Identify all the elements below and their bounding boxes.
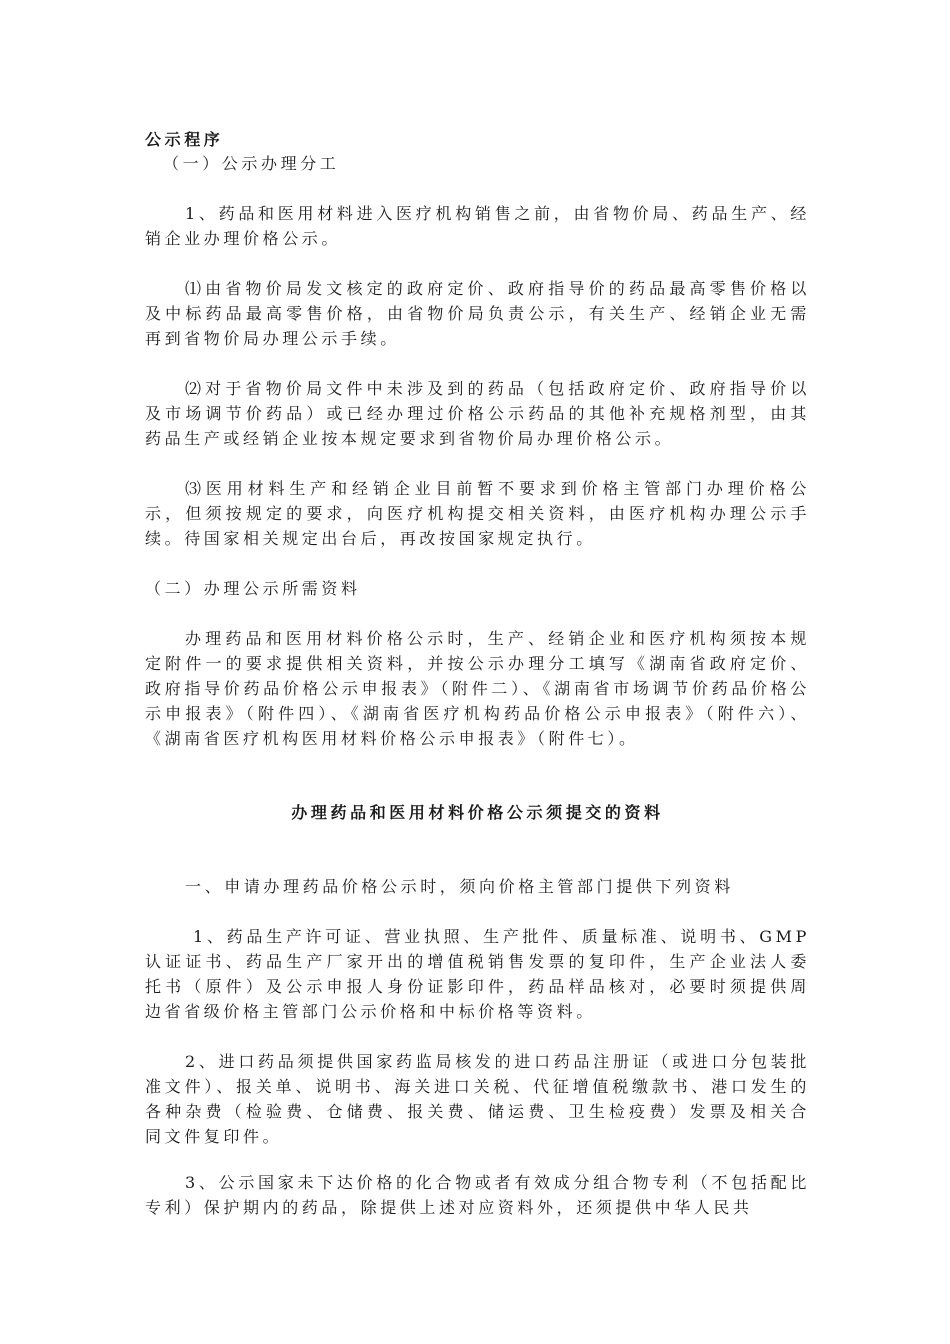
paragraph-3: ⑵对于省物价局文件中未涉及到的药品（包括政府定价、政府指导价以及市场调节价药品）或已经办理过价格公示药品的其他补充规格剂型，由其药品生产或经销企业按本规定要求到省物价局办理价格公示。 — [145, 379, 810, 448]
paragraph-4: ⑶医用材料生产和经销企业目前暂不要求到价格主管部门办理价格公示，但须按规定的要求，向医疗机构提交相关资料，由医疗机构办理公示手续。待国家相关规定出台后，再改按国家规定执行。 — [145, 479, 810, 548]
paragraph-7: 2、进口药品须提供国家药监局核发的进口药品注册证（或进口分包装批准文件）、报关单、说明书、海关进口关税、代征增值税缴款书、港口发生的各种杂费（检验费、仓储费、报关费、储运费、卫生检疫费）发票及相关合同文件复印件。 — [145, 1052, 810, 1146]
subsection-heading-1: （一）公示办理分工 — [163, 154, 340, 173]
paragraph-5: 办理药品和医用材料价格公示时，生产、经销企业和医疗机构须按本规定附件一的要求提供相关资料，并按公示办理分工填写《湖南省政府定价、政府指导价药品价格公示申报表》（附件二）、《湖南省市场调节价药品价格公示申报表》（附件四）、《湖南省医疗机构药品价格公示申报表》（附件六）、《湖南省医疗机构医用材料价格公示申报表》（附件七）。 — [145, 629, 810, 748]
paragraph-8: 3、公示国家未下达价格的化合物或者有效成分组合物专利（不包括配比专利）保护期内的药品，除提供上述对应资料外，还须提供中华人民共 — [145, 1173, 810, 1217]
paragraph-2: ⑴由省物价局发文核定的政府定价、政府指导价的药品最高零售价格以及中标药品最高零售价格，由省物价局负责公示，有关生产、经销企业无需再到省物价局办理公示手续。 — [145, 279, 810, 348]
item-heading-1: 一、申请办理药品价格公示时，须向价格主管部门提供下列资料 — [185, 877, 734, 896]
subsection-heading-2: （二）办理公示所需资料 — [145, 579, 361, 598]
centered-title: 办理药品和医用材料价格公示须提交的资料 — [291, 803, 664, 822]
paragraph-1: 1、药品和医用材料进入医疗机构销售之前，由省物价局、药品生产、经销企业办理价格公示。 — [145, 204, 810, 248]
section-heading: 公示程序 — [145, 130, 224, 149]
paragraph-6: 1、药品生产许可证、营业执照、生产批件、质量标准、说明书、GMP认证证书、药品生产厂家开出的增值税销售发票的复印件，生产企业法人委托书（原件）及公示申报人身份证影印件，药品样品核对，必要时须提供周边省省级价格主管部门公示价格和中标价格等资料。 — [145, 927, 810, 1021]
